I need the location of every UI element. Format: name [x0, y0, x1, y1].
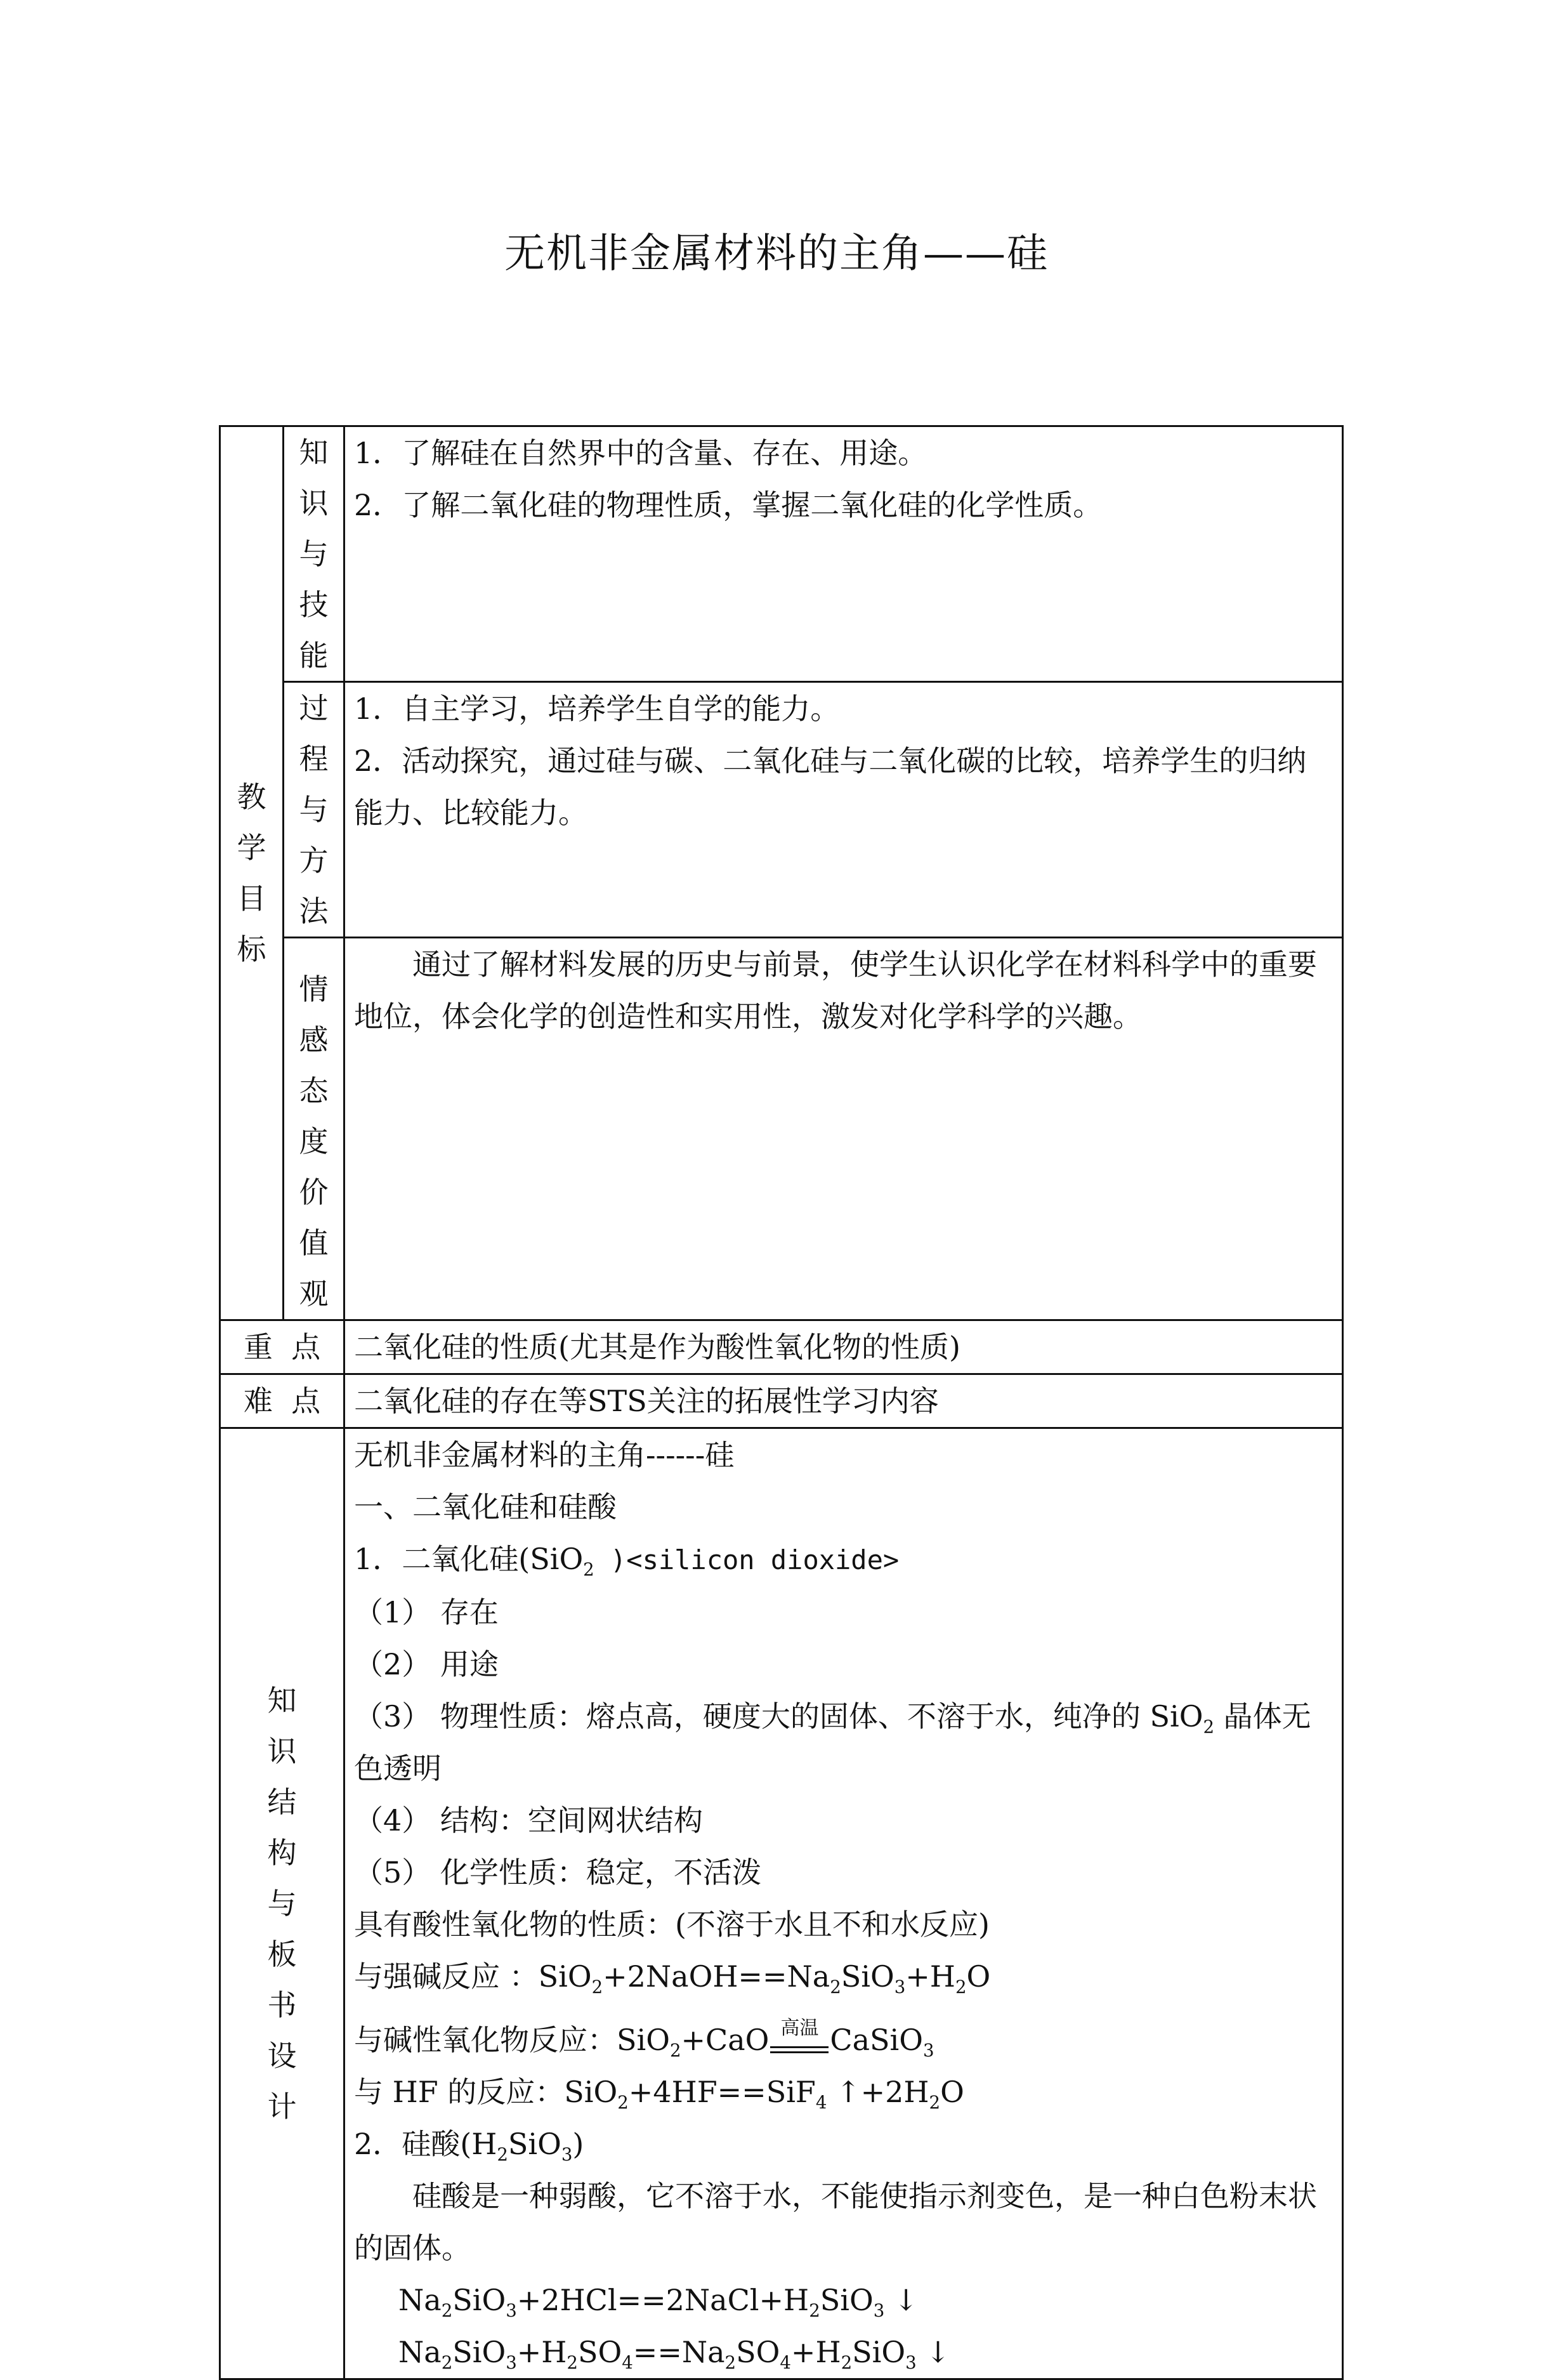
knowledge-label-cell: [220, 1428, 344, 2379]
reaction-label: 与碱性氧化物反应：: [354, 2023, 617, 2057]
objective-label-line: 态度: [299, 1074, 329, 1159]
item-heading: [354, 1533, 1333, 1586]
property-text: （3） 物理性质：熔点高，硬度大的固体、不溶于水，纯净的 SiO: [354, 1699, 1203, 1733]
reaction-hcl: $Na_2SiO_3+2HCl==2NaCl+H_2SiO_3$ ↓: [398, 2283, 919, 2322]
objective-line: 1．自主学习，培养学生自学的能力。: [354, 692, 840, 726]
objective-paragraph: 通过了解材料发展的历史与前景，使学生认识化学在材料科学中的重要地位，体会化学的创造性和实用性，激发对化学科学的兴趣。: [354, 947, 1317, 1034]
condition-arrow: [770, 2017, 829, 2061]
item-text: )<silicon dioxide>: [594, 1544, 900, 1575]
knowledge-content-cell: [344, 1428, 1343, 2379]
objective-label-line: 知识: [299, 435, 329, 520]
property-line: （5） 化学性质：稳定，不活泼: [354, 1855, 761, 1890]
item-text: SiO: [508, 2127, 561, 2161]
property-line: （1） 存在: [354, 1595, 499, 1629]
objectives-group-label: 教学目标: [237, 780, 266, 966]
key-point-row: [220, 1320, 1343, 1374]
lesson-plan-table: [219, 425, 1344, 2380]
objective-label-line: 方法: [299, 843, 329, 928]
objective-row-attitude: [220, 938, 1343, 1320]
objective-label-line: 技能: [299, 588, 329, 673]
reaction-basic-oxide: 与碱性氧化物反应：SiO$_2$+CaO 高温 CaSiO$_3$: [354, 2017, 934, 2061]
objective-content-cell: [344, 426, 1343, 682]
property-line: （4） 结构：空间网状结构: [354, 1803, 703, 1838]
difficult-point-label: 难 点: [220, 1374, 344, 1428]
difficult-point-text: 二氧化硅的存在等STS关注的拓展性学习内容: [344, 1374, 1343, 1428]
objective-label-line: 过程: [299, 691, 329, 776]
subscript: 2: [583, 1559, 594, 1581]
objective-row-process: [220, 682, 1343, 938]
objective-line: 2．活动探究，通过硅与碳、二氧化硅与二氧化碳的比较，培养学生的归纳能力、比较能力。: [354, 744, 1307, 830]
item-text: 1．二氧化硅(SiO: [354, 1542, 584, 1576]
condition-text: 高温: [780, 2017, 819, 2039]
section-heading: 一、二氧化硅和硅酸: [354, 1490, 617, 1524]
silicic-acid-desc: 硅酸是一种弱酸，它不溶于水，不能使指示剂变色，是一种白色粉末状的固体。: [354, 2179, 1317, 2265]
knowledge-row: [220, 1428, 1343, 2379]
reaction-label: 与 HF 的反应：: [354, 2075, 565, 2109]
reaction-strong-base: 与强碱反应 ：$SiO_2+2NaOH==Na_2SiO_3+H_2O$: [354, 1959, 991, 1998]
reaction-h2so4: $Na_2SiO_3+H_2SO_4==Na_2SO_4+H_2SiO_3$ ↓: [398, 2335, 950, 2374]
reaction-label: 与强碱反应 ：: [354, 1959, 539, 1994]
objective-label-cell: [284, 426, 344, 682]
item-heading: 2．硅酸$(H_2SiO_3)$: [354, 2127, 584, 2166]
reaction-hf: 与 HF 的反应：SiO$_2$+4HF==SiF$_4$ $↑+2H_2O$: [354, 2075, 964, 2114]
key-point-label: 重 点: [220, 1320, 344, 1374]
knowledge-heading: 无机非金属材料的主角------硅: [354, 1438, 735, 1472]
item-text: 2．硅酸(H: [354, 2127, 497, 2161]
acid-oxide-line: 具有酸性氧化物的性质：(不溶于水且不和水反应): [354, 1907, 990, 1942]
objective-line: 2．了解二氧化硅的物理性质，掌握二氧化硅的化学性质。: [354, 488, 1103, 522]
property-line: （2） 用途: [354, 1647, 499, 1681]
property-text: 晶体无色透明: [354, 1699, 1311, 1785]
difficult-point-row: [220, 1374, 1343, 1428]
objective-row-knowledge: [220, 426, 1343, 682]
objective-label-line: 价值观: [299, 1175, 329, 1311]
item-text: ): [572, 2127, 584, 2161]
objective-label-line: 情感: [299, 972, 329, 1057]
subscript: 2: [1203, 1716, 1215, 1738]
objective-label-cell: [284, 682, 344, 938]
objective-content-cell: [344, 682, 1343, 938]
objective-line: 1．了解硅在自然界中的含量、存在、用途。: [354, 436, 927, 470]
objective-label-cell: [284, 938, 344, 1320]
objectives-group-cell: [220, 426, 284, 1320]
objective-content-cell: [344, 938, 1343, 1320]
knowledge-label: 知识结构与板书设计: [267, 1683, 297, 2124]
key-point-text: 二氧化硅的性质(尤其是作为酸性氧化物的性质): [344, 1320, 1343, 1374]
objective-label-line: 与: [299, 792, 329, 827]
objective-label-line: 与: [299, 537, 329, 571]
document-title: 无机非金属材料的主角——硅: [504, 230, 1049, 277]
property-line: [354, 1690, 1333, 1794]
